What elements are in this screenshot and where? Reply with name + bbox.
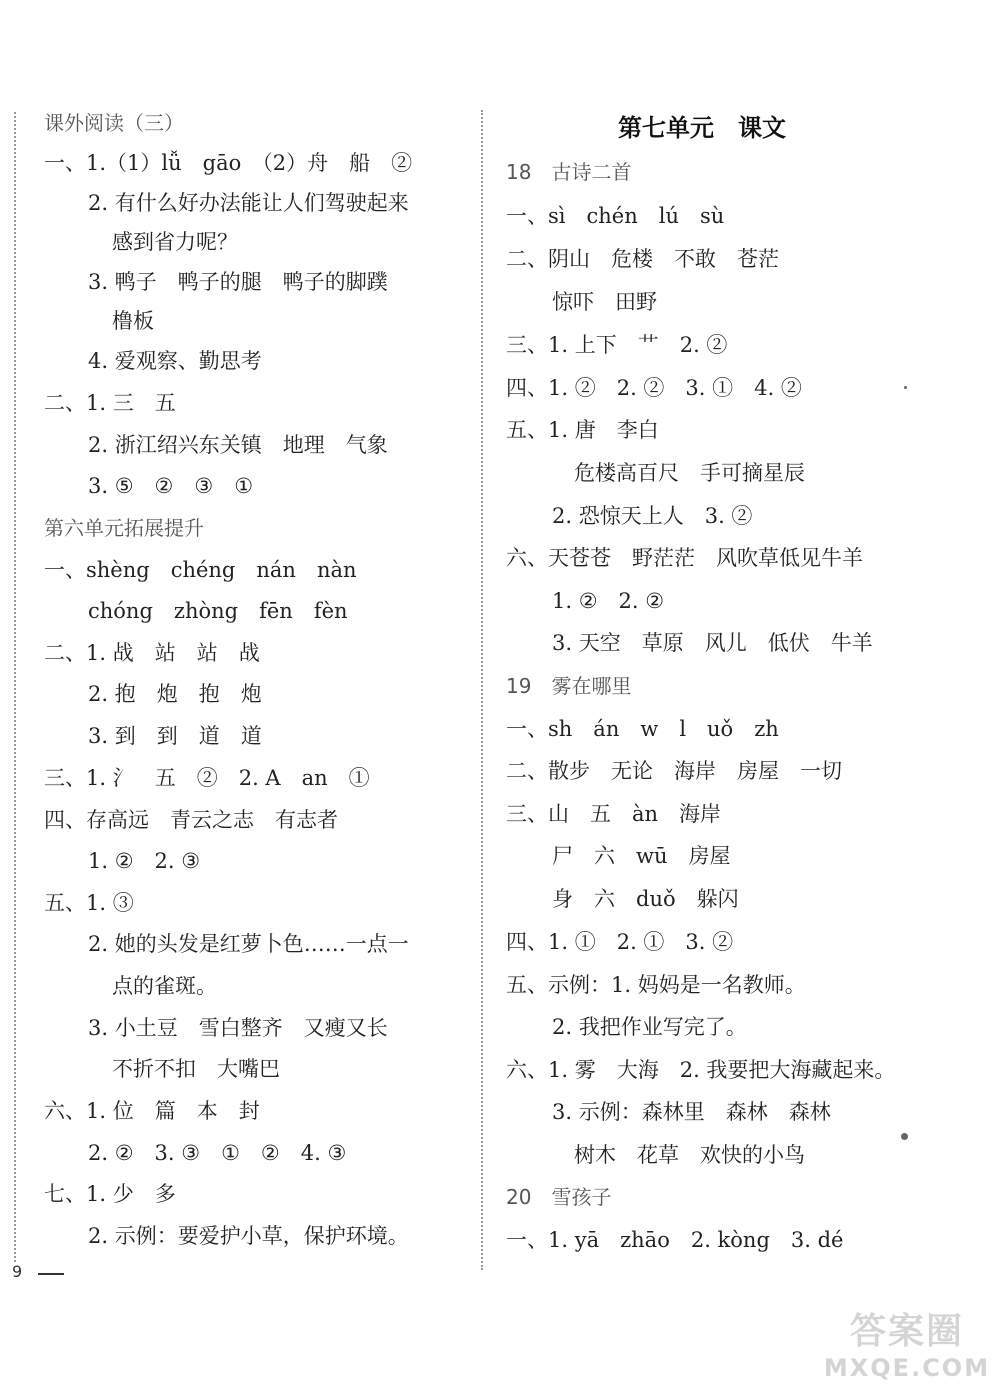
answer-line: 2. 示例：要爱护小草，保护环境。 [88, 1224, 409, 1248]
answer-line: 二、散步 无论 海岸 房屋 一切 [506, 759, 842, 783]
answer-line: 1. ② 2. ② [552, 589, 665, 613]
watermark-domain: MXQE.COM [823, 1354, 991, 1382]
lesson-heading-20: 20 雪孩子 [506, 1185, 612, 1209]
answer-line: 2. 有什么好办法能让人们驾驶起来 [88, 191, 409, 215]
column-divider [481, 110, 483, 1270]
answer-line: 2. 恐惊天上人 3. ② [552, 504, 753, 528]
answer-line: 感到省力呢？ [112, 230, 238, 254]
answer-line: 三、1. 上下 艹 2. ② [506, 333, 728, 357]
answer-line: 一、shèng chéng nán nàn [44, 558, 357, 582]
answer-line: 一、1. yā zhāo 2. kòng 3. dé [506, 1228, 844, 1252]
answer-line: 五、示例：1. 妈妈是一名教师。 [506, 973, 806, 997]
answer-line: 六、1. 雾 大海 2. 我要把大海藏起来。 [506, 1058, 896, 1082]
page-number-rule [38, 1273, 64, 1275]
answer-line: 一、1.（1）lǚ gāo （2）舟 船 ② [44, 151, 413, 175]
answer-line: 四、存高远 青云之志 有志者 [44, 808, 338, 832]
lesson-heading-18: 18 古诗二首 [506, 160, 632, 184]
scan-speck [904, 386, 907, 389]
unit-title: 第七单元 课文 [618, 114, 786, 142]
left-dotted-border [14, 112, 16, 1262]
answer-line: 橹板 [112, 309, 154, 333]
answer-line: 五、1. 唐 李白 [506, 418, 659, 442]
answer-line: 四、1. ① 2. ① 3. ② [506, 930, 734, 954]
lesson-heading-19: 19 雾在哪里 [506, 674, 632, 698]
answer-line: 二、1. 三 五 [44, 391, 176, 415]
answer-line: 4. 爱观察、勤思考 [88, 349, 262, 373]
answer-line: 点的雀斑。 [112, 974, 217, 998]
answer-line: 危楼高百尺 手可摘星辰 [574, 461, 805, 485]
answer-line: 2. 抱 炮 抱 炮 [88, 682, 262, 706]
answer-line: 六、1. 位 篇 本 封 [44, 1099, 260, 1123]
answer-line: 3. 小土豆 雪白整齐 又瘦又长 [88, 1016, 388, 1040]
answer-line: 2. 我把作业写完了。 [552, 1015, 747, 1039]
answer-line: 三、山 五 àn 海岸 [506, 802, 722, 826]
answer-line: 1. ② 2. ③ [88, 849, 201, 873]
answer-line: 三、1. 氵 五 ② 2. A an ① [44, 766, 370, 790]
answer-line: 尸 六 wū 房屋 [552, 844, 731, 868]
answer-line: 一、sh án w l uǒ zh [506, 717, 779, 741]
answer-line: 3. 到 到 道 道 [88, 724, 262, 748]
answer-line: 树木 花草 欢快的小鸟 [574, 1143, 805, 1167]
section-heading-unit6-extension: 第六单元拓展提升 [44, 516, 204, 540]
answer-line: 3. 示例：森林里 森林 森林 [552, 1100, 831, 1124]
answer-line: 惊吓 田野 [552, 290, 657, 314]
answer-line: 2. ② 3. ③ ① ② 4. ③ [88, 1141, 347, 1165]
answer-line: 3. 鸭子 鸭子的腿 鸭子的脚蹼 [88, 270, 388, 294]
answer-line: 六、天苍苍 野茫茫 风吹草低见牛羊 [506, 546, 863, 570]
answer-line: 四、1. ② 2. ② 3. ① 4. ② [506, 376, 802, 400]
answer-line: chóng zhòng fēn fèn [88, 599, 348, 623]
answer-line: 3. 天空 草原 风儿 低伏 牛羊 [552, 631, 873, 655]
answer-line: 2. 浙江绍兴东关镇 地理 气象 [88, 433, 388, 457]
answer-line: 二、1. 战 站 站 战 [44, 641, 260, 665]
scan-speck [901, 1133, 908, 1140]
answer-line: 2. 她的头发是红萝卜色……一点一 [88, 932, 409, 956]
answer-line: 五、1. ③ [44, 891, 134, 915]
answer-line: 不折不扣 大嘴巴 [112, 1057, 280, 1081]
answer-line: 3. ⑤ ② ③ ① [88, 474, 254, 498]
answer-line: 二、阴山 危楼 不敢 苍茫 [506, 247, 779, 271]
section-heading-extra-reading: 课外阅读（三） [44, 111, 184, 135]
page-number: 9 [12, 1262, 23, 1281]
answer-line: 七、1. 少 多 [44, 1182, 176, 1206]
watermark-logo [822, 1310, 992, 1390]
answer-line: 身 六 duǒ 躲闪 [552, 887, 739, 911]
answer-line: 一、sì chén lú sù [506, 204, 725, 228]
watermark-title: 答案圈 [849, 1311, 964, 1352]
